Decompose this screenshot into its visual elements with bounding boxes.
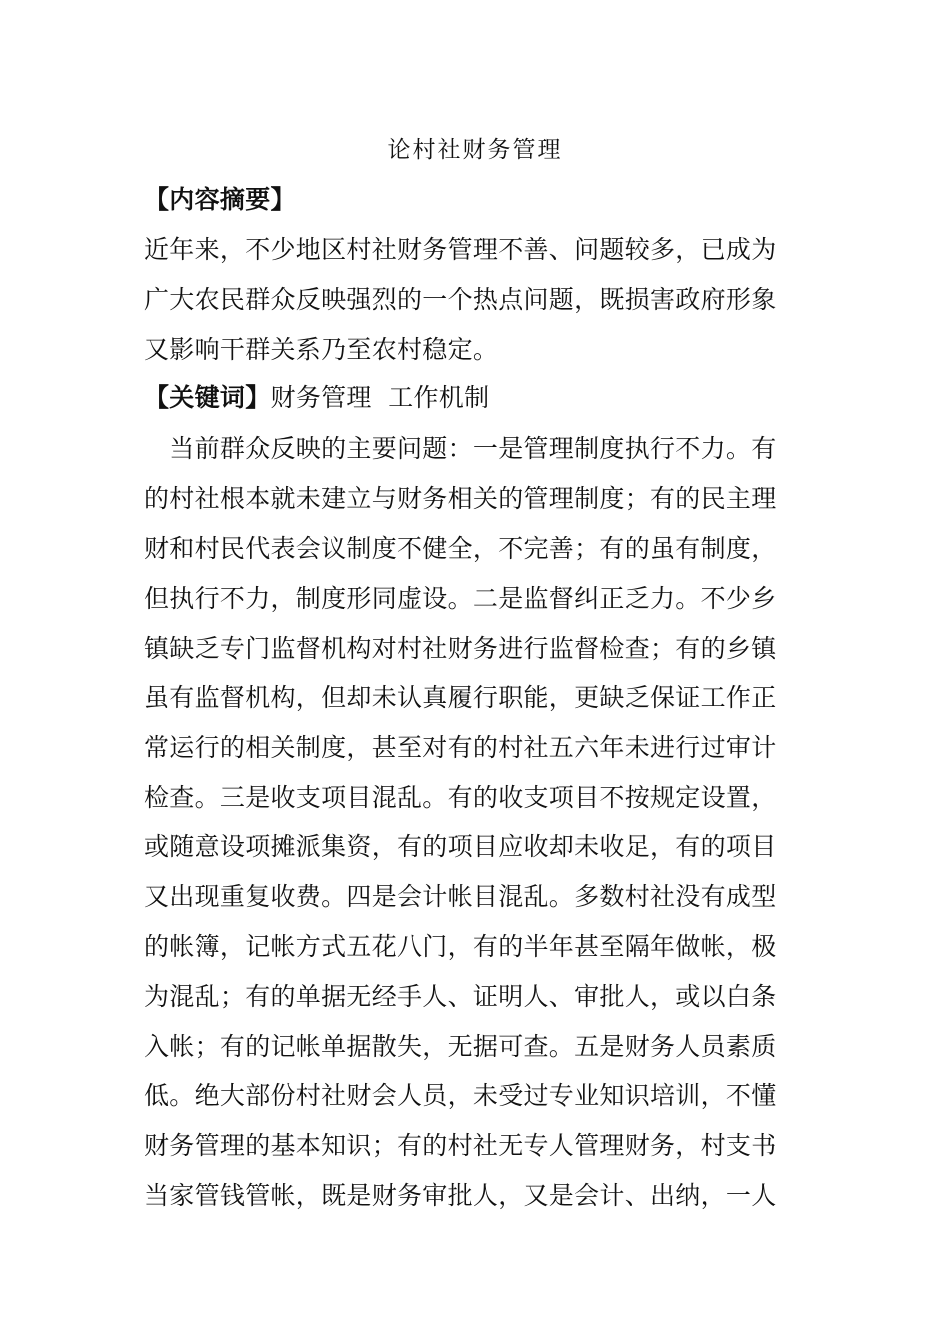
body-line: 镇缺乏专门监督机构对村社财务进行监督检查；有的乡镇 [144,634,777,663]
body-line: 当家管钱管帐，既是财务审批人，又是会计、出纳，一人 [144,1181,777,1210]
body-line: 财和村民代表会议制度不健全，不完善；有的虽有制度， [144,534,777,563]
body-line: 检查。三是收支项目混乱。有的收支项目不按规定设置， [144,783,777,812]
keywords-line [144,381,824,415]
body-line: 入帐；有的记帐单据散失，无据可查。五是财务人员素质 [144,1032,777,1061]
body-line: 的村社根本就未建立与财务相关的管理制度；有的民主理 [144,484,777,513]
body-line: 的帐簿，记帐方式五花八门，有的半年甚至隔年做帐，极 [144,932,777,961]
body-line: 常运行的相关制度，甚至对有的村社五六年未进行过审计 [144,733,777,762]
body-line: 为混乱；有的单据无经手人、证明人、审批人，或以白条 [144,982,777,1011]
body-line: 虽有监督机构，但却未认真履行职能，更缺乏保证工作正 [144,683,777,712]
body-line: 财务管理的基本知识；有的村社无专人管理财务，村支书 [144,1131,777,1160]
abstract-line: 广大农民群众反映强烈的一个热点问题，既损害政府形象 [144,285,777,314]
body-line: 当前群众反映的主要问题：一是管理制度执行不力。有 [144,434,777,463]
abstract-line: 又影响干群关系乃至农村稳定。 [144,335,499,364]
abstract-heading: 【内容摘要】 [144,185,296,214]
body-line: 或随意设项摊派集资，有的项目应收却未收足，有的项目 [144,832,777,861]
keywords-text: 财务管理 工作机制 [270,383,490,412]
body-line: 又出现重复收费。四是会计帐目混乱。多数村社没有成型 [144,882,777,911]
abstract-line: 近年来，不少地区村社财务管理不善、问题较多，已成为 [144,235,777,264]
body-line: 但执行不力，制度形同虚设。二是监督纠正乏力。不少乡 [144,584,777,613]
keywords-label: 【关键词】 [144,383,271,412]
document-title: 论村社财务管理 [387,137,563,163]
body-line: 低。绝大部份村社财会人员，未受过专业知识培训，不懂 [144,1081,777,1110]
